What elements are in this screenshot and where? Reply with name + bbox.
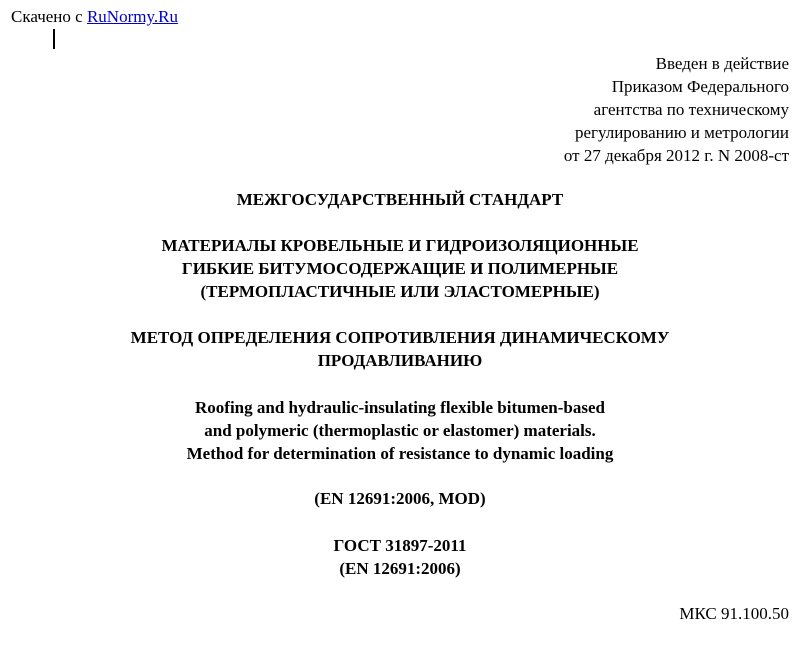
gost-number: ГОСТ 31897-2011	[333, 536, 467, 555]
gost-en-equivalent: (EN 12691:2006)	[339, 559, 461, 578]
title-en-line: Method for determination of resistance to dynamic loading	[186, 444, 614, 463]
method-ru-line: МЕТОД ОПРЕДЕЛЕНИЯ СОПРОТИВЛЕНИЯ ДИНАМИЧЕСКОМУ	[130, 328, 670, 347]
enactment-block	[564, 52, 789, 167]
title-ru	[0, 234, 796, 303]
title-ru-line: ГИБКИЕ БИТУМОСОДЕРЖАЩИЕ И ПОЛИМЕРНЫЕ	[181, 259, 619, 278]
title-en	[0, 396, 796, 465]
mks-code: МКС 91.100.50	[679, 604, 789, 623]
standard-type	[0, 188, 796, 211]
enactment-line: Введен в действие	[655, 54, 789, 73]
enactment-line: агентства по техническому	[593, 100, 789, 119]
method-ru-line: ПРОДАВЛИВАНИЮ	[317, 351, 483, 370]
title-ru-line: МАТЕРИАЛЫ КРОВЕЛЬНЫЕ И ГИДРОИЗОЛЯЦИОННЫЕ	[161, 236, 639, 255]
source-prefix: Скачено с	[11, 7, 83, 26]
gost-designation	[0, 534, 796, 580]
text-cursor	[53, 29, 55, 49]
standard-type-line: МЕЖГОСУДАРСТВЕННЫЙ СТАНДАРТ	[236, 190, 564, 209]
source-link[interactable]: RuNormy.Ru	[86, 7, 178, 26]
enactment-line: от 27 декабря 2012 г. N 2008-ст	[563, 146, 789, 165]
title-en-line: and polymeric (thermoplastic or elastomer) materials.	[204, 421, 596, 440]
en-reference-line: (EN 12691:2006, MOD)	[314, 489, 486, 508]
en-reference	[0, 487, 796, 510]
source-line	[11, 5, 178, 28]
title-ru-line: (ТЕРМОПЛАСТИЧНЫЕ ИЛИ ЭЛАСТОМЕРНЫЕ)	[200, 282, 600, 301]
title-en-line: Roofing and hydraulic-insulating flexible bitumen-based	[195, 398, 605, 417]
method-ru	[0, 326, 796, 372]
enactment-line: регулированию и метрологии	[574, 123, 789, 142]
enactment-line: Приказом Федерального	[611, 77, 789, 96]
